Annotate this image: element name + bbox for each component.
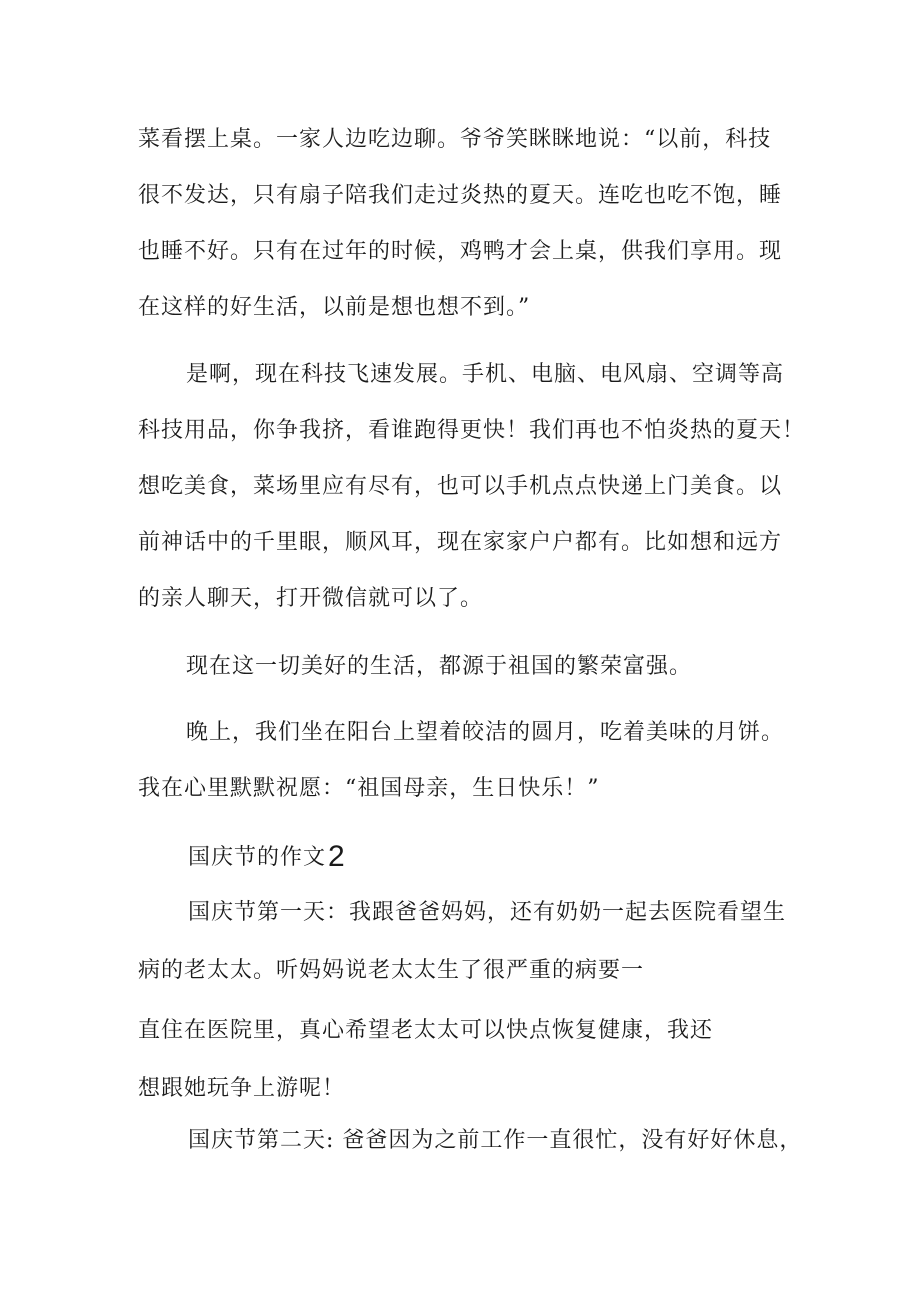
paragraph-2-line-5: 的亲人聊天，打开微信就可以了。 [138,586,484,611]
paragraph-1-line-1: 菜看摆上桌。一家人边吃边聊。爷爷笑眯眯地说：“以前，科技 [138,127,772,152]
paragraph-2-line-3: 想吃美食，菜场里应有尽有，也可以手机点点快递上门美食。以 [138,474,783,499]
paragraph-4-line-1: 晚上，我们坐在阳台上望着皎洁的圆月，吃着美味的月饼。 [186,720,785,745]
paragraph-1-line-2: 很不发达，只有扇子陪我们走过炎热的夏天。连吃也吃不饱，睡 [138,183,783,208]
paragraph-1-line-3: 也睡不好。只有在过年的时候，鸡鸭才会上桌，供我们享用。现 [138,239,783,264]
paragraph-5-line-1: 国庆节第一天：我跟爸爸妈妈，还有奶奶一起去医院看望生 [188,900,787,925]
paragraph-2-line-4: 前神话中的千里眼，顺风耳，现在家家户户都有。比如想和远方 [138,530,783,555]
paragraph-5-line-2: 病的老太太。听妈妈说老太太生了很严重的病要一 [138,958,645,983]
paragraph-4-line-2: 我在心里默默祝愿：“祖国母亲，生日快乐！” [138,776,600,801]
paragraph-5-line-4: 想跟她玩争上游呢！ [138,1076,346,1101]
section-heading-text: 国庆节的作文 [188,845,327,870]
paragraph-5-line-3: 直住在医院里，真心希望老太太可以快点恢复健康，我还 [138,1018,714,1043]
paragraph-2-line-1: 是啊，现在科技飞速发展。手机、电脑、电风扇、空调等高 [186,362,785,387]
paragraph-6-line-1: 国庆节第二天: 爸爸因为之前工作一直很忙，没有好好休息， [188,1128,803,1153]
paragraph-1-line-4: 在这样的好生活，以前是想也想不到。” [138,295,531,320]
section-heading-number: 2 [328,840,345,873]
paragraph-2-line-2: 科技用品，你争我挤，看谁跑得更快！我们再也不怕炎热的夏天！ [138,418,806,443]
paragraph-3-line-1: 现在这一切美好的生活，都源于祖国的繁荣富强。 [186,654,693,679]
section-heading [188,842,345,873]
